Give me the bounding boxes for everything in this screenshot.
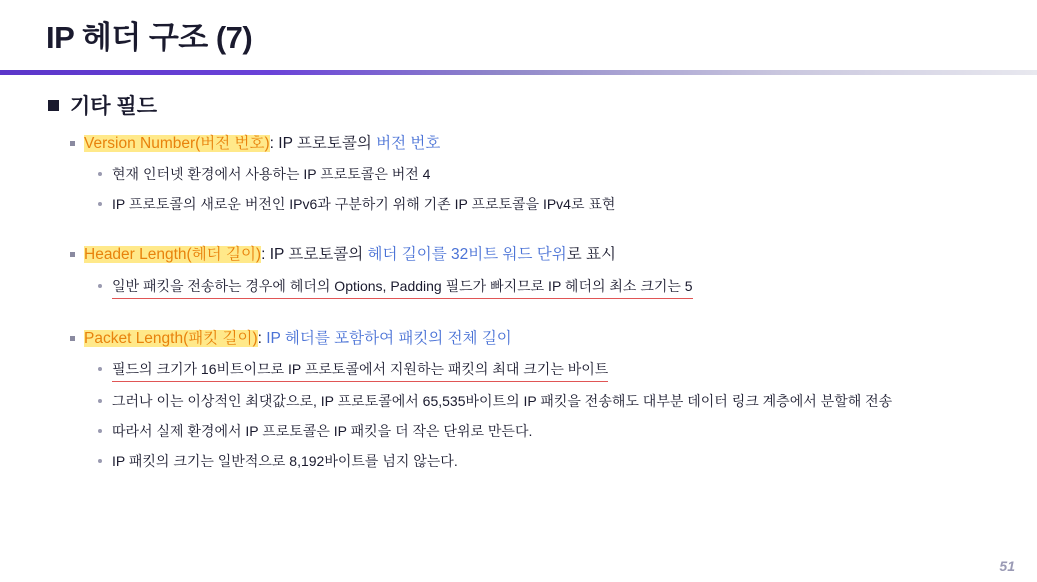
- term-separator: :: [261, 246, 270, 264]
- small-square-bullet-icon: [70, 252, 75, 257]
- dot-bullet-icon: [98, 202, 102, 206]
- term-highlight: Header Length(헤더 길이): [84, 246, 262, 264]
- term-highlight: Packet Length(패킷 길이): [84, 329, 258, 347]
- list-item: [98, 359, 1037, 382]
- term-desc-accent: 버전 번호: [376, 135, 441, 152]
- dot-bullet-icon: [98, 284, 102, 288]
- title-bar: [0, 0, 1037, 70]
- page-number: 51: [999, 558, 1015, 574]
- list-item: [98, 276, 1037, 299]
- list-item: [98, 421, 1037, 442]
- dot-bullet-icon: [98, 459, 102, 463]
- list-item-text: 그러나 이는 이상적인 최댓값으로, IP 프로토콜에서 65,535바이트의 IP 패킷을 전송해도 대부분 데이터 링크 계층에서 분할해 전송: [112, 393, 893, 410]
- small-square-bullet-icon: [70, 336, 75, 341]
- list-item-text: IP 프로토콜의 새로운 버전인 IPv6과 구분하기 위해 기존 IP 프로토콜을 IPv4로 표현: [112, 196, 616, 213]
- list-item: [98, 194, 1037, 215]
- term-separator: :: [257, 329, 267, 347]
- spacer: [0, 299, 1037, 315]
- term-desc-before: IP 프로토콜의: [278, 135, 377, 152]
- list-item: [70, 328, 1037, 350]
- list-item: [98, 391, 1037, 412]
- list-item-text: 현재 인터넷 환경에서 사용하는 IP 프로토콜은 버전 4: [112, 166, 431, 183]
- small-square-bullet-icon: [70, 141, 75, 146]
- term-desc-before: IP 프로토콜의: [269, 246, 368, 264]
- dot-bullet-icon: [98, 429, 102, 433]
- term-desc-accent: 헤더 길이를: [367, 246, 452, 264]
- slide-content: [0, 80, 1037, 472]
- term-desc-accent-2: 32비트 워드 단위: [451, 246, 567, 264]
- dot-bullet-icon: [98, 367, 102, 371]
- spacer: [0, 215, 1037, 231]
- page-title: IP 헤더 구조 (7): [46, 20, 253, 55]
- term-desc-after: 로 표시: [566, 246, 616, 264]
- title-divider: [0, 70, 1037, 75]
- section-heading: [48, 90, 1037, 120]
- list-item-text: 필드의 크기가 16비트이므로 IP 프로토콜에서 지원하는 패킷의 최대 크기는 바이트: [112, 359, 608, 382]
- list-item-text: 따라서 실제 환경에서 IP 프로토콜은 IP 패킷을 더 작은 단위로 만든다.: [112, 423, 533, 440]
- list-item-text: IP 패킷의 크기는 일반적으로 8,192바이트를 넘지 않는다.: [112, 453, 458, 470]
- list-item: [70, 133, 1037, 155]
- list-item: [98, 164, 1037, 185]
- term-desc-before: IP 헤더를 포함하여 패킷의 전체 길이: [266, 329, 512, 347]
- section-heading-label: 기타 필드: [70, 95, 157, 118]
- term-highlight: Version Number(버전 번호): [84, 135, 270, 152]
- dot-bullet-icon: [98, 172, 102, 176]
- dot-bullet-icon: [98, 399, 102, 403]
- list-item-text: [84, 133, 440, 155]
- list-item-text: [84, 328, 512, 350]
- list-item-text: [84, 244, 616, 266]
- list-item-text: 일반 패킷을 전송하는 경우에 헤더의 Options, Padding 필드가 빠지므로 IP 헤더의 최소 크기는 5: [112, 276, 693, 299]
- list-item: [98, 451, 1037, 472]
- square-bullet-icon: [48, 100, 59, 111]
- list-item: [70, 244, 1037, 266]
- term-separator: :: [269, 135, 279, 152]
